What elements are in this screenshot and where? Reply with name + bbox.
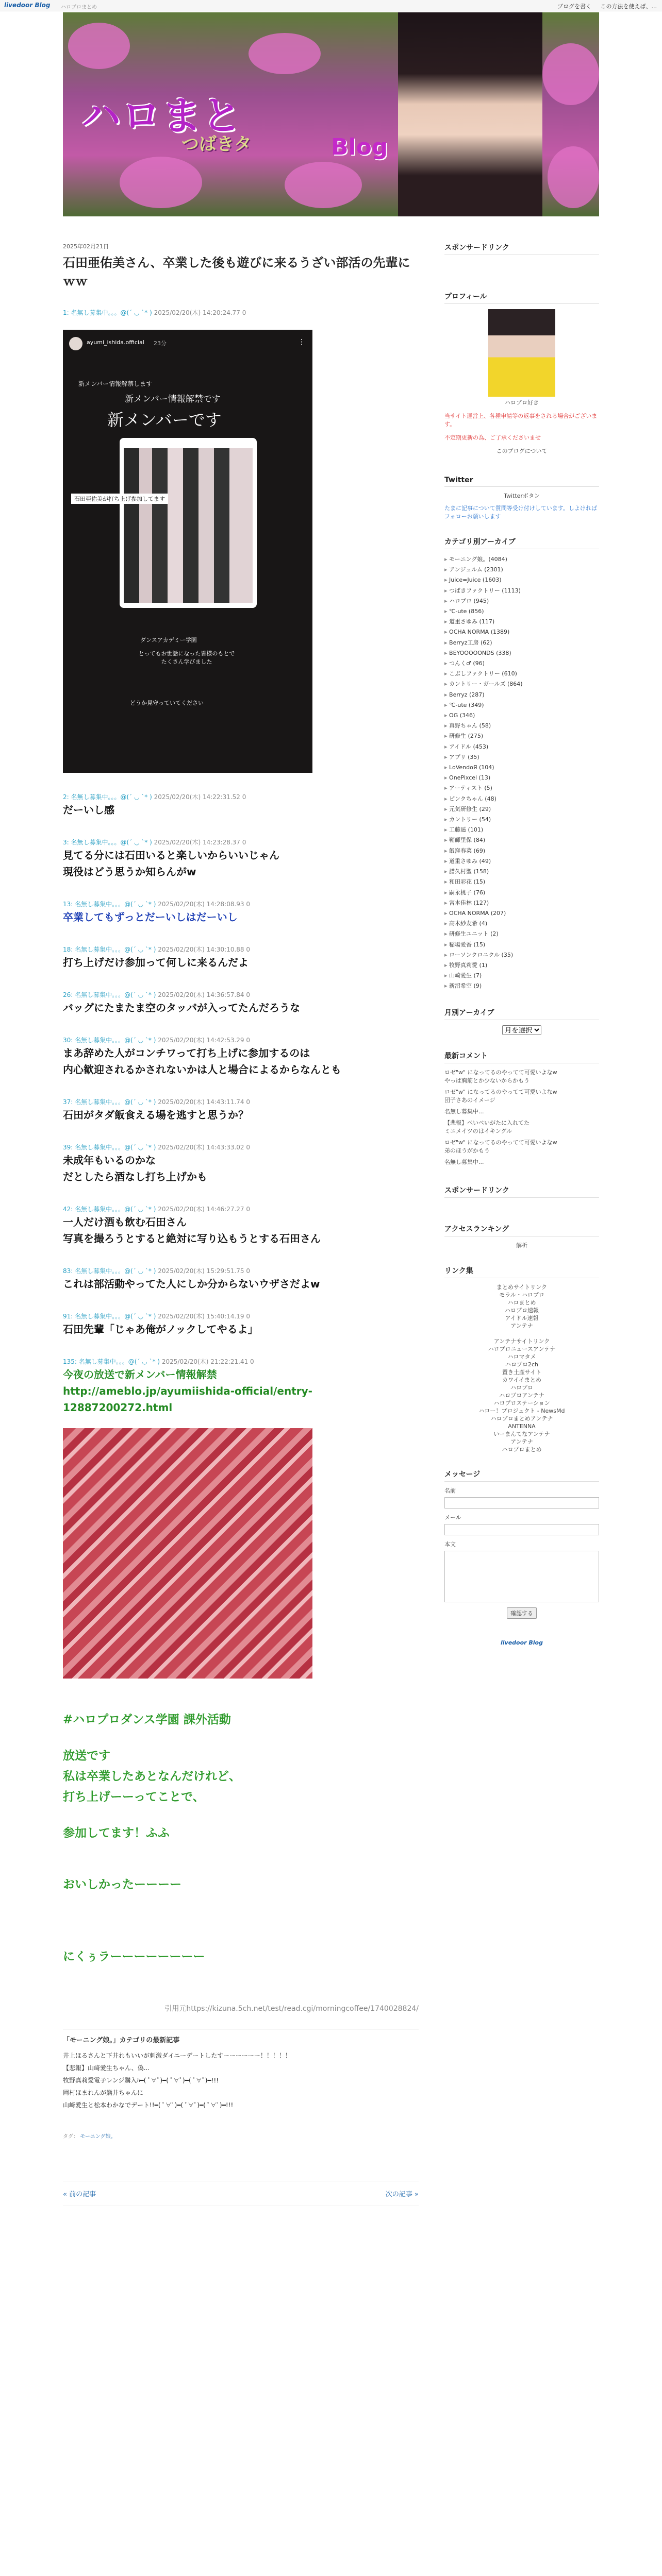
category-item[interactable]: ▸ OCHA NORMA (1389) xyxy=(444,627,599,637)
link-item[interactable]: ANTENNA xyxy=(508,1422,536,1430)
category-item[interactable]: ▸ アイドル (453) xyxy=(444,742,599,752)
response-name[interactable]: 名無し募集中。。。@(´ ◡ `* ) xyxy=(75,1206,156,1213)
link-item[interactable]: アイドル速報 xyxy=(505,1314,539,1321)
header-subtitle: つばきタ xyxy=(181,134,252,155)
sponsor-heading: スポンサードリンク xyxy=(444,242,599,255)
category-item[interactable]: ▸ 工藤遥 (101) xyxy=(444,825,599,835)
link-item[interactable]: ハロプロまとめアンテナ xyxy=(490,1415,553,1422)
category-item[interactable]: ▸ こぶしファクトリー (610) xyxy=(444,669,599,679)
header-title: ハロまと xyxy=(81,93,242,139)
category-item[interactable]: ▸ モーニング娘。(4084) xyxy=(444,554,599,565)
prev-link[interactable]: « 前の記事 xyxy=(63,2191,96,2198)
access-heading: アクセスランキング xyxy=(444,1224,599,1236)
top-links xyxy=(550,2,657,10)
response-datetime: 2025/02/20(木) 14:46:27.27 0 xyxy=(158,1206,251,1213)
response-datetime: 2025/02/20(木) 14:28:08.93 0 xyxy=(158,901,251,908)
header-blog-word: Blog xyxy=(331,134,388,160)
embedded-post xyxy=(120,438,257,608)
link-item[interactable]: ハロプロ xyxy=(510,1384,533,1391)
links-heading: リンク集 xyxy=(444,1265,599,1278)
next-link[interactable]: 次の記事 » xyxy=(385,2191,419,2198)
response-name[interactable]: 名無し募集中。。。@(´ ◡ `* ) xyxy=(75,1144,156,1151)
response-name[interactable]: 名無し募集中。。。@(´ ◡ `* ) xyxy=(71,839,152,846)
tags xyxy=(63,2132,419,2140)
sponsor2-heading: スポンサードリンク xyxy=(444,1185,599,1198)
response-text: 卒業してもずっとだーいしはだーいし xyxy=(63,911,238,923)
category-item[interactable]: ▸ 元気研修生 (29) xyxy=(444,804,599,815)
link-item[interactable]: ハロプロ速報 xyxy=(505,1307,539,1314)
category-item[interactable]: ▸ Berryz工房 (62) xyxy=(444,638,599,648)
response-datetime: 2025/02/20(木) 14:30:10.88 0 xyxy=(158,946,251,953)
response-item xyxy=(63,900,419,925)
response-name[interactable]: 名無し募集中。。。@(´ ◡ `* ) xyxy=(75,1098,156,1106)
link-item[interactable]: カワイイまとめ xyxy=(502,1376,542,1383)
meat-photo xyxy=(63,1428,312,1679)
twitter-heading: Twitter xyxy=(444,476,599,487)
response-meta xyxy=(63,308,419,317)
link-item[interactable]: 置き土産サイト xyxy=(502,1368,542,1376)
category-item[interactable]: ▸ ℃-ute (856) xyxy=(444,606,599,617)
response-meta xyxy=(63,838,419,847)
pager xyxy=(63,2181,419,2206)
response-number[interactable]: 26: xyxy=(63,991,73,998)
response-item xyxy=(63,945,419,971)
monthly-heading: 月別アーカイブ xyxy=(444,1007,599,1020)
response-meta xyxy=(63,1097,419,1107)
category-item[interactable]: ▸ 譜久村聖 (158) xyxy=(444,867,599,877)
profile-heading: プロフィール xyxy=(444,291,599,304)
category-item[interactable]: ▸ 牧野真莉愛 (1) xyxy=(444,960,599,971)
response-datetime: 2025/02/20(木) 14:42:53.29 0 xyxy=(158,1037,251,1044)
link-item[interactable]: アンテナサイトリンク xyxy=(493,1337,550,1345)
form-name-label: 名前 xyxy=(444,1487,456,1494)
response-meta xyxy=(63,990,419,999)
response-number[interactable]: 30: xyxy=(63,1037,73,1044)
category-item[interactable]: ▸ 研修生ユニット (2) xyxy=(444,929,599,939)
latest-comments-heading: 最新コメント xyxy=(444,1050,599,1063)
write-blog-link[interactable]: ブログを書く xyxy=(557,3,591,10)
article-date: 2025年02月21日 xyxy=(63,243,109,250)
response-item xyxy=(63,990,419,1016)
recent-item[interactable]: 岡村ほまれんが熊井ちゃんに xyxy=(63,2089,144,2096)
latest-comment-item[interactable]: 名無し募集中... xyxy=(444,1108,484,1115)
response-name[interactable]: 名無し募集中。。。@(´ ◡ `* ) xyxy=(75,991,156,998)
latest-comment-item[interactable]: ロゼ"w" になってるのやってて可愛いよなw やっぱ胸筋とか少ないからかもう xyxy=(444,1069,557,1084)
profile-desc: ハロプロ好き xyxy=(505,399,539,406)
twitter-text: たまに記事について質問等受け付けしています。しよければフォローお願いします xyxy=(444,505,597,520)
green-line-5: 参加してます！ふふ xyxy=(63,1826,170,1840)
response-name[interactable]: 名無し募集中。。。@(´ ◡ `* ) xyxy=(75,901,156,908)
response-name[interactable]: 名無し募集中。。。@(´ ◡ `* ) xyxy=(78,1358,160,1365)
response-item xyxy=(63,1266,419,1292)
response-datetime: 2025/02/20(木) 14:20:24.77 0 xyxy=(154,309,246,316)
response-text: 石田がタダ飯食える場を逃すと思うか？ xyxy=(63,1109,249,1121)
response-item xyxy=(63,838,419,880)
response-text: 打ち上げだけ参加って何しに来るんだよ xyxy=(63,956,249,969)
main-column xyxy=(63,242,419,2206)
link-item[interactable]: いーまんてなアンテナ xyxy=(493,1430,550,1437)
response-datetime: 2025/02/20(木) 14:43:33.02 0 xyxy=(158,1144,251,1151)
category-item[interactable]: ▸ 高木紗友希 (4) xyxy=(444,919,599,929)
link-list xyxy=(444,1283,599,1453)
response-meta xyxy=(63,900,419,909)
form-body-label: 本文 xyxy=(444,1540,456,1548)
response-name[interactable]: 名無し募集中。。。@(´ ◡ `* ) xyxy=(75,946,156,953)
response-meta xyxy=(63,1357,419,1366)
category-item[interactable]: ▸ BEYOOOOONDS (338) xyxy=(444,648,599,658)
more-icon[interactable]: ⋮ xyxy=(298,338,305,346)
story-account: ayumi_ishida.official xyxy=(87,339,144,346)
link-item[interactable] xyxy=(444,1330,599,1337)
category-list xyxy=(444,554,599,992)
response-number[interactable]: 37: xyxy=(63,1098,73,1106)
category-item[interactable]: ▸ ピンクちゃん (48) xyxy=(444,794,599,804)
profile-note-2: 不定期更新の為、ご了承くださいませ xyxy=(444,434,541,441)
link-item[interactable]: ハロプロステーション xyxy=(493,1399,550,1406)
response-item xyxy=(63,1036,419,1078)
green-line-1: #ハロプロダンス学園 課外活動 xyxy=(63,1713,231,1726)
green-line-3: 私は卒業したあとなんだけれど、 xyxy=(63,1770,241,1783)
monthly-select[interactable] xyxy=(502,1025,541,1035)
response-number[interactable]: 1: xyxy=(63,309,69,316)
response-meta xyxy=(63,792,419,802)
story-line-1: 新メンバー情報解禁します xyxy=(78,380,153,387)
category-item[interactable]: ▸ 鞘師里保 (84) xyxy=(444,835,599,845)
response-number[interactable]: 135: xyxy=(63,1358,77,1365)
category-item[interactable]: ▸ OnePixcel (13) xyxy=(444,773,599,783)
response-meta xyxy=(63,1205,419,1214)
response-datetime: 2025/02/20(木) 14:36:57.84 0 xyxy=(158,991,251,998)
category-item[interactable]: ▸ 和田彩花 (15) xyxy=(444,877,599,887)
green-line-2: 放送です xyxy=(63,1749,110,1762)
recent-item[interactable]: 井上ほるさんと下井れもいいが刺激ダイニーデートしたすーーーーーー！！！！！ xyxy=(63,2052,291,2059)
category-item[interactable]: ▸ アンジュルム (2301) xyxy=(444,565,599,575)
story-message: とってもお世話になった皆様のもとで たくさん学びました xyxy=(138,650,235,665)
category-item[interactable]: ▸ アプリ (35) xyxy=(444,752,599,762)
response-item xyxy=(63,792,419,818)
recent-title: 「モーニング娘。」カテゴリの最新記事 xyxy=(63,2037,180,2044)
response-number[interactable]: 83: xyxy=(63,1267,73,1275)
avatar xyxy=(69,337,82,350)
category-item[interactable]: ▸ 宮本佳林 (127) xyxy=(444,898,599,908)
response-datetime: 2025/02/20(木) 14:23:28.37 0 xyxy=(154,839,246,846)
profile-photo xyxy=(488,309,555,397)
category-item[interactable]: ▸ 嗣永桃子 (76) xyxy=(444,888,599,898)
form-mail-label: メール xyxy=(444,1514,461,1521)
green-line-7: にくぅラーーーーーーーー xyxy=(63,1950,205,1963)
latest-comment-item[interactable]: ロゼ"w" になってるのやってて可愛いよなw 弟のほうがかもう xyxy=(444,1139,557,1154)
story-line-2: 新メンバー情報解禁です xyxy=(125,394,221,404)
link-item[interactable]: まとめサイトリンク xyxy=(496,1283,547,1291)
response-item xyxy=(63,308,419,317)
response-text: 見てる分には石田いると楽しいからいいじゃん 現役はどう思うか知らんがw xyxy=(63,849,279,878)
response-name[interactable]: 名無し募集中。。。@(´ ◡ `* ) xyxy=(71,309,152,316)
category-item[interactable]: ▸ OCHA NORMA (207) xyxy=(444,908,599,919)
response-text: 石田先輩「じゃあ俺がノックしてやるよ」 xyxy=(63,1323,258,1335)
response-name[interactable]: 名無し募集中。。。@(´ ◡ `* ) xyxy=(75,1037,156,1044)
response-text: これは部活動やってた人にしか分からないウザさだよw xyxy=(63,1278,320,1290)
recent-articles xyxy=(63,2029,419,2111)
category-item[interactable]: ▸ Juice=Juice (1603) xyxy=(444,575,599,585)
site-logo[interactable]: livedoor Blog xyxy=(4,2,51,9)
response-text: バッグにたまたま空のタッパが入ってたんだろうな xyxy=(63,1002,300,1014)
recent-item[interactable]: 山﨑愛生と松本わかなでデート!!━( ﾟ∀ﾟ)━( ﾟ∀ﾟ)━( ﾟ∀ﾟ)━!!! xyxy=(63,2102,234,2109)
category-item[interactable]: ▸ 稲場愛香 (15) xyxy=(444,940,599,950)
response-text: 未成年もいるのかな だとしたら酒なし打ち上げかも xyxy=(63,1154,207,1183)
story-caption: 石田亜佑美が打ち上げ参加してます xyxy=(71,494,168,504)
link-item[interactable]: ハロマタメ xyxy=(507,1353,536,1360)
link-item[interactable]: ハロまとめ xyxy=(507,1299,536,1306)
link-item[interactable]: ハロプロニュースアンテナ xyxy=(488,1345,556,1352)
response-number[interactable]: 39: xyxy=(63,1144,73,1151)
story-time: 23分 xyxy=(154,340,167,347)
category-item[interactable]: ▸ カントリー・ガールズ (864) xyxy=(444,679,599,689)
response-list xyxy=(63,308,419,1679)
green-line-4: 打ち上げーーってことで、 xyxy=(63,1790,205,1804)
latest-comment-item[interactable]: 【悲報】ぺいぺいがたに入れてた ミニメイツのはイキングル xyxy=(444,1119,529,1134)
link-item[interactable]: ハロー！プロジェクト - NewsMd xyxy=(478,1407,565,1414)
response-meta xyxy=(63,1266,419,1276)
link-item[interactable]: ハロプロ2ch xyxy=(505,1361,539,1368)
response-number[interactable]: 91: xyxy=(63,1313,73,1320)
body-textarea[interactable] xyxy=(444,1551,599,1602)
profile-note: 当サイト運営上、各種申請等の返事をされる場合がございます。 xyxy=(444,413,598,428)
story-line-3: 新メンバーです xyxy=(107,410,222,430)
category-item[interactable]: ▸ ローソンクロニクル (35) xyxy=(444,950,599,960)
response-name[interactable]: 名無し募集中。。。@(´ ◡ `* ) xyxy=(75,1267,156,1275)
category-item[interactable]: ▸ LoVendoЯ (104) xyxy=(444,762,599,773)
category-item[interactable]: ▸ 山崎愛生 (7) xyxy=(444,971,599,981)
link-item[interactable]: モラル・ハロプロ xyxy=(499,1291,544,1298)
category-item[interactable]: ▸ つばきファクトリー (1113) xyxy=(444,586,599,596)
link-item[interactable]: アンテナ xyxy=(510,1322,533,1329)
latest-comment-item[interactable]: ロゼ"w" になってるのやってて可愛いよなw 団子さあのイメージ xyxy=(444,1088,557,1104)
story-footer: どうか見守っていてください xyxy=(130,700,204,706)
response-number[interactable]: 2: xyxy=(63,793,69,801)
link-item[interactable]: アンテナ xyxy=(510,1438,533,1445)
recent-item[interactable]: 【悲報】山﨑愛生ちゃん、偽... xyxy=(63,2064,150,2072)
category-item[interactable]: ▸ ハロプロ (945) xyxy=(444,596,599,606)
message-heading: メッセージ xyxy=(444,1469,599,1482)
response-number[interactable]: 3: xyxy=(63,839,69,846)
response-meta xyxy=(63,1143,419,1152)
response-datetime: 2025/02/20(木) 14:22:31.52 0 xyxy=(154,793,246,801)
response-text: まあ辞めた人がコンチワって打ち上げに参加するのは 内心歓迎されるかされないかは人と場合によるからなんとも xyxy=(63,1047,341,1076)
howto-link[interactable]: この方法を使えば、... xyxy=(600,3,657,10)
response-datetime: 2025/02/20(木) 21:22:21.41 0 xyxy=(161,1358,254,1365)
link-item[interactable]: ハロプロアンテナ xyxy=(499,1392,544,1399)
link-item[interactable]: ハロプロまとめ xyxy=(502,1446,542,1453)
green-line-6: おいしかったーーーー xyxy=(63,1878,181,1891)
category-item[interactable]: ▸ カントリー (54) xyxy=(444,815,599,825)
article-title[interactable]: 石田亜佑美さん、卒業した後も遊びに来るうざい部活の先輩にｗｗ xyxy=(63,256,410,289)
response-datetime: 2025/02/20(木) 15:29:51.75 0 xyxy=(158,1267,251,1275)
story-school: ダンスアカデミー学園 xyxy=(140,637,197,643)
category-item[interactable]: ▸ 道重さゆみ (49) xyxy=(444,856,599,867)
tag-link[interactable]: モーニング娘。 xyxy=(80,2134,116,2140)
green-block xyxy=(63,1709,419,1967)
submit-button[interactable]: 確認する xyxy=(507,1607,537,1619)
sidebar xyxy=(444,242,599,1646)
response-datetime: 2025/02/20(木) 14:43:11.74 0 xyxy=(158,1098,251,1106)
category-item[interactable]: ▸ 研修生 (275) xyxy=(444,731,599,741)
response-meta xyxy=(63,1312,419,1321)
category-item[interactable]: ▸ つんく♂ (96) xyxy=(444,658,599,669)
response-number[interactable]: 13: xyxy=(63,901,73,908)
top-bar xyxy=(0,0,662,11)
category-item[interactable]: ▸ OG (346) xyxy=(444,710,599,721)
name-input[interactable] xyxy=(444,1497,599,1509)
response-number[interactable]: 18: xyxy=(63,946,73,953)
response-name[interactable]: 名無し募集中。。。@(´ ◡ `* ) xyxy=(71,793,152,801)
category-item[interactable]: ▸ Berryz (287) xyxy=(444,690,599,700)
response-text: 一人だけ酒も飲む石田さん 写真を撮ろうとすると絶対に写り込もうとする石田さん xyxy=(63,1216,321,1245)
recent-item[interactable]: 牧野真莉愛電子レンジ購入ﾊ━( ﾟ∀ﾟ)━( ﾟ∀ﾟ)━( ﾟ∀ﾟ)━!!! xyxy=(63,2077,219,2084)
tags-label: タグ： xyxy=(63,2134,78,2140)
response-item xyxy=(63,1357,419,1416)
latest-comments-list xyxy=(444,1069,599,1166)
response-item xyxy=(63,1143,419,1185)
category-item[interactable]: ▸ 飯窪春菜 (69) xyxy=(444,846,599,856)
mail-input[interactable] xyxy=(444,1524,599,1535)
category-item[interactable]: ▸ アーティスト (5) xyxy=(444,783,599,793)
response-item xyxy=(63,1205,419,1247)
categories-heading: カテゴリ別アーカイブ xyxy=(444,536,599,549)
latest-comment-item[interactable]: 名無し募集中... xyxy=(444,1158,484,1165)
category-item[interactable]: ▸ ℃-ute (349) xyxy=(444,700,599,710)
header-banner[interactable] xyxy=(63,12,599,216)
story-screenshot xyxy=(63,330,312,773)
response-number[interactable]: 42: xyxy=(63,1206,73,1213)
category-item[interactable]: ▸ 新沼希空 (9) xyxy=(444,981,599,991)
response-datetime: 2025/02/20(木) 15:40:14.19 0 xyxy=(158,1313,251,1320)
response-meta xyxy=(63,945,419,954)
about-link[interactable]: このブログについて xyxy=(496,448,548,454)
response-meta xyxy=(63,1036,419,1045)
response-text: だーいし感 xyxy=(63,804,114,816)
header-photo xyxy=(398,12,542,216)
response-item xyxy=(63,1312,419,1337)
source-link[interactable]: 引用元https://kizuna.5ch.net/test/read.cgi/morningcoffee/1740028824/ xyxy=(164,2005,419,2013)
footer-logo-side[interactable]: livedoor Blog xyxy=(500,1639,543,1646)
top-description: ハロプロまとめ xyxy=(61,5,97,10)
twitter-button[interactable]: Twitterボタン xyxy=(504,493,540,499)
response-text: 今夜の放送で新メンバー情報解禁 http://ameblo.jp/ayumiishida-official/entry-12887200272.html xyxy=(63,1368,312,1414)
response-item xyxy=(63,1097,419,1123)
category-item[interactable]: ▸ 道重さゆみ (117) xyxy=(444,617,599,627)
response-name[interactable]: 名無し募集中。。。@(´ ◡ `* ) xyxy=(75,1313,156,1320)
access-image[interactable]: 解析 xyxy=(516,1242,527,1249)
category-item[interactable]: ▸ 真野ちゃん (58) xyxy=(444,721,599,731)
